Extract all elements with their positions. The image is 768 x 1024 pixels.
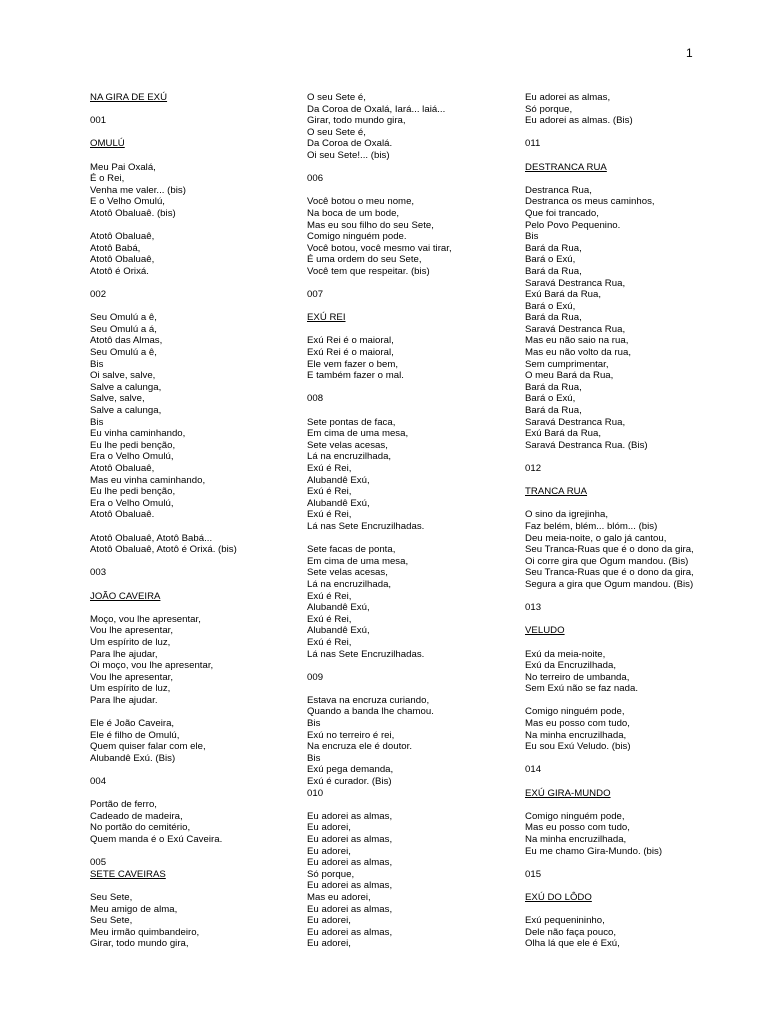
lyric-line: Mas eu posso com tudo, <box>525 822 630 834</box>
song-number <box>525 463 755 475</box>
lyric-line: Eu adorei as almas, <box>307 903 393 915</box>
lyrics-verse <box>525 92 755 127</box>
song-number-text: 008 <box>307 393 324 405</box>
song-number-text: 003 <box>90 567 107 579</box>
song-number-text: 006 <box>307 173 324 185</box>
lyric-line: Que foi trancado, <box>525 207 599 219</box>
lyric-line: Mas eu não saio na rua, <box>525 335 629 347</box>
lyric-line: O seu Sete é, <box>307 126 366 138</box>
lyric-line: Comigo ninguém pode, <box>525 810 625 822</box>
lyric-line: Exú é Rei, <box>307 636 352 648</box>
lyrics-verse <box>525 915 755 950</box>
lyric-line: Oi corre gira que Ogum mandou. (Bis) <box>525 555 689 567</box>
song-title-text: JOÃO CAVEIRA <box>90 590 161 602</box>
lyric-line: Exú da meia-noite, <box>525 648 606 660</box>
lyric-line: Eu adorei as almas, <box>307 857 393 869</box>
lyric-line: Um espírito de luz, <box>90 683 171 695</box>
lyric-line: Vou lhe apresentar, <box>90 625 174 637</box>
lyric-line: É uma ordem do seu Sete, <box>307 254 422 266</box>
lyric-line: Moço, vou lhe apresentar, <box>90 613 201 625</box>
lyric-line: No portão do cemitério, <box>90 822 191 834</box>
lyric-line: Atotô é Orixá. <box>90 265 149 277</box>
lyric-line: Da Coroa de Oxalá. <box>307 138 393 150</box>
lyric-line: Deu meia-noite, o galo já cantou, <box>525 532 667 544</box>
lyric-line: Para lhe ajudar, <box>90 648 158 660</box>
lyrics-verse <box>525 811 755 857</box>
lyric-line: Exú é curador. (Bis) <box>307 776 392 788</box>
song-number <box>90 115 320 127</box>
lyric-line: Você tem que respeitar. (bis) <box>307 265 430 277</box>
lyric-line: Saravá Destranca Rua, <box>525 277 626 289</box>
song-title-text: VELUDO <box>525 625 565 637</box>
song-title-text: EXÚ DO LÔDO <box>525 891 592 903</box>
lyric-line: Sete facas de ponta, <box>307 544 396 556</box>
song-title <box>525 892 755 904</box>
song-title <box>525 788 755 800</box>
lyric-line: Bará da Rua, <box>525 312 582 324</box>
text-column-2 <box>307 92 537 950</box>
lyric-line: Na minha encruzilhada, <box>525 834 627 845</box>
lyric-line: Mas eu vinha caminhando, <box>90 474 206 486</box>
lyric-line: Bis <box>525 231 539 243</box>
lyric-line: Exú é Rei, <box>307 613 352 625</box>
song-number-text: 014 <box>525 764 542 776</box>
lyric-line: Saravá Destranca Rua, <box>525 323 626 335</box>
song-title <box>525 625 755 637</box>
song-title <box>307 312 537 324</box>
lyric-line: Meu amigo de alma, <box>90 903 178 915</box>
lyric-line: Seu Tranca-Ruas que é o dono da gira, <box>525 567 694 579</box>
lyric-line: Eu adorei as almas, <box>307 834 393 845</box>
song-title-text: EXÚ REI <box>307 312 346 324</box>
lyrics-verse <box>90 892 320 950</box>
lyric-line: Eu adorei, <box>307 822 351 834</box>
lyric-line: Girar, todo mundo gira, <box>90 938 189 950</box>
lyrics-verse <box>90 614 320 707</box>
lyric-line: Bará o Exú, <box>525 393 576 405</box>
song-number-text: 009 <box>307 671 324 683</box>
song-title <box>90 138 320 150</box>
lyric-line: Bará da Rua, <box>525 242 582 254</box>
lyric-line: No terreiro de umbanda, <box>525 671 630 683</box>
lyric-line: Bará da Rua, <box>525 405 582 417</box>
lyric-line: Eu me chamo Gira-Mundo. (bis) <box>525 845 663 857</box>
lyric-line: Atotô Obaluaê. <box>90 509 155 521</box>
lyric-line: Destranca os meus caminhos, <box>525 196 655 208</box>
lyrics-verse <box>307 695 537 799</box>
lyric-line: Salve a calunga, <box>90 381 162 393</box>
lyric-line: Faz belém, blém... blóm... (bis) <box>525 520 658 532</box>
lyric-line: Ele vem fazer o bem, <box>307 358 399 370</box>
lyric-line: Eu adorei, <box>307 845 351 857</box>
lyrics-verse <box>307 544 537 660</box>
song-title <box>525 162 755 174</box>
lyric-line: Oi seu Sete!... (bis) <box>307 149 390 161</box>
lyric-line: Vou lhe apresentar, <box>90 671 174 683</box>
lyric-line: Só porque, <box>525 103 573 115</box>
song-number <box>307 672 537 684</box>
lyric-line: Exú é Rei, <box>307 486 352 498</box>
lyric-line: Olha lá que ele é Exú, <box>525 938 620 950</box>
lyric-line: Eu adorei, <box>307 938 351 950</box>
lyric-line: Ele é filho de Omulú, <box>90 729 180 741</box>
lyric-line: Bis <box>90 416 104 428</box>
lyric-line: Seu Omulú a ê, <box>90 347 157 359</box>
lyric-line: Alubandê Exú, <box>307 625 370 637</box>
lyrics-verse <box>307 335 537 381</box>
lyric-line: Você botou, você mesmo vai tirar, <box>307 242 452 254</box>
lyric-line: Lá na encruzilhada, <box>307 578 392 590</box>
song-number-text: 012 <box>525 463 542 474</box>
lyric-line: O meu Bará da Rua, <box>525 370 614 382</box>
lyric-line: Exú é Rei, <box>307 463 352 474</box>
lyric-line: Eu vinha caminhando, <box>90 428 186 440</box>
lyric-line: E o Velho Omulú, <box>90 196 165 208</box>
lyric-line: Salve, salve, <box>90 393 145 405</box>
lyric-line: Eu adorei as almas, <box>307 880 393 892</box>
song-number <box>525 138 755 150</box>
lyric-line: O sino da igrejinha, <box>525 509 609 521</box>
song-number-text: 007 <box>307 289 324 301</box>
lyric-line: Exú pega demanda, <box>307 764 394 776</box>
lyric-line: Para lhe ajudar. <box>90 694 158 706</box>
lyric-line: Quem quiser falar com ele, <box>90 741 206 753</box>
song-number <box>90 567 320 579</box>
lyric-line: Bis <box>90 358 104 370</box>
lyric-line: Você botou o meu nome, <box>307 196 415 208</box>
lyric-line: Eu sou Exú Veludo. (bis) <box>525 741 631 753</box>
text-column-1 <box>90 92 320 950</box>
song-title-text: EXÚ GIRA-MUNDO <box>525 787 611 799</box>
lyric-line: Alubandê Exú, <box>307 474 370 486</box>
lyric-line: Na encruza ele é doutor. <box>307 741 413 753</box>
lyric-line: Exú Rei é o maioral, <box>307 347 394 359</box>
lyric-line: Ele é João Caveira, <box>90 718 175 730</box>
lyric-line: Mas eu posso com tudo, <box>525 718 630 730</box>
lyric-line: Em cima de uma mesa, <box>307 555 409 567</box>
lyric-line: Sete velas acesas, <box>307 439 388 451</box>
lyric-line: Lá na encruzilhada, <box>307 451 392 463</box>
lyric-line: Um espírito de luz, <box>90 636 171 648</box>
lyric-line: Venha me valer... (bis) <box>90 184 186 196</box>
lyrics-verse <box>525 185 755 452</box>
lyric-line: Sete pontas de faca, <box>307 416 396 428</box>
lyric-line: Seu Sete, <box>90 891 133 903</box>
lyric-line: Bará o Exú, <box>525 300 576 312</box>
lyric-line: Na boca de um bode, <box>307 207 400 219</box>
lyric-line: Estava na encruza curiando, <box>307 694 430 706</box>
lyric-line: Salve a calunga, <box>90 405 162 417</box>
song-number-text: 015 <box>525 868 542 880</box>
lyric-line: Bará o Exú, <box>525 254 576 266</box>
lyric-line: Alubandê Exú, <box>307 602 370 614</box>
lyric-line: Eu lhe pedi benção, <box>90 439 176 451</box>
lyric-line: Bis <box>307 718 321 730</box>
lyric-line: Alubandê Exú. (Bis) <box>90 752 176 764</box>
lyric-line: Comigo ninguém pode. <box>307 231 407 243</box>
lyric-line: Dele não faça pouco, <box>525 926 617 938</box>
song-title <box>525 486 755 498</box>
lyric-line: Oi salve, salve, <box>90 370 156 382</box>
lyric-line: Da Coroa de Oxalá, Iará... laiá... <box>307 103 446 115</box>
lyric-line: Mas eu não volto da rua, <box>525 347 632 359</box>
song-number <box>525 764 755 776</box>
lyric-line: Era o Velho Omulú, <box>90 497 174 509</box>
lyric-line: Exú Bará da Rua, <box>525 289 602 301</box>
lyric-line: 010 <box>307 787 324 799</box>
lyric-line: Atotô Obaluaê, Atotô é Orixá. (bis) <box>90 544 237 556</box>
lyric-line: Exú Rei é o maioral, <box>307 335 394 347</box>
lyric-line: Exú no terreiro é rei, <box>307 729 395 741</box>
lyric-line: Comigo ninguém pode, <box>525 706 625 718</box>
lyric-line: Lá nas Sete Encruzilhadas. <box>307 520 425 532</box>
song-number <box>90 289 320 301</box>
lyrics-verse <box>307 417 537 533</box>
lyric-line: É o Rei, <box>90 173 125 185</box>
lyric-line: Meu irmão quimbandeiro, <box>90 926 200 938</box>
lyric-line: Girar, todo mundo gira, <box>307 115 406 127</box>
song-title-text: NA GIRA DE EXÚ <box>90 92 168 103</box>
song-number-text: 001 <box>90 115 107 127</box>
song-number-text: 011 <box>525 138 541 150</box>
lyric-line: Atotô das Almas, <box>90 335 163 347</box>
lyric-line: Exú pequenininho, <box>525 915 605 927</box>
lyric-line: Quem manda é o Exú Caveira. <box>90 834 223 845</box>
lyric-line: Exú Bará da Rua, <box>525 428 602 440</box>
lyric-line: Em cima de uma mesa, <box>307 428 409 440</box>
lyric-line: Exú é Rei, <box>307 590 352 602</box>
lyric-line: Meu Pai Oxalá, <box>90 161 156 173</box>
song-number <box>90 857 320 869</box>
lyric-line: Eu adorei as almas, <box>525 92 611 103</box>
lyric-line: O seu Sete é, <box>307 92 366 103</box>
lyrics-verse <box>90 162 320 220</box>
song-number <box>307 289 537 301</box>
lyrics-verse <box>90 231 320 277</box>
lyric-line: Eu adorei as almas, <box>307 926 393 938</box>
lyrics-verse <box>307 811 537 950</box>
lyrics-verse <box>90 718 320 764</box>
lyric-line: Pelo Povo Pequenino. <box>525 219 621 231</box>
lyrics-verse <box>525 706 755 752</box>
page-number: 1 <box>686 46 693 60</box>
song-title-text: OMULÚ <box>90 138 125 150</box>
song-number-text: 013 <box>525 602 542 614</box>
lyric-line: Seu Omulú a ê, <box>90 312 157 324</box>
lyric-line: Cadeado de madeira, <box>90 810 183 822</box>
lyric-line: Atotô Obaluaê, <box>90 231 155 243</box>
lyric-line: Atotô Obaluaê. (bis) <box>90 207 176 219</box>
text-column-3 <box>525 92 755 950</box>
song-title-text: TRANCA RUA <box>525 486 588 498</box>
song-title <box>90 869 320 881</box>
lyric-line: Oi moço, vou lhe apresentar, <box>90 660 214 672</box>
lyric-line: Só porque, <box>307 868 355 880</box>
lyrics-verse <box>307 196 537 277</box>
lyric-line: Saravá Destranca Rua. (Bis) <box>525 439 648 451</box>
lyric-line: Atotô Obaluaê, Atotô Babá... <box>90 532 213 544</box>
lyric-line: Seu Tranca-Ruas que é o dono da gira, <box>525 544 694 556</box>
lyric-line: Portão de ferro, <box>90 799 157 811</box>
lyric-line: Exú é Rei, <box>307 509 352 521</box>
lyrics-verse <box>90 312 320 521</box>
song-title-text: DESTRANCA RUA <box>525 161 607 173</box>
lyric-line: Sete velas acesas, <box>307 567 388 579</box>
lyric-line: Eu adorei as almas. (Bis) <box>525 115 633 127</box>
lyric-line: Na minha encruzilhada, <box>525 729 627 741</box>
lyric-line: Atotô Babá, <box>90 242 141 254</box>
lyric-line: Alubandê Exú, <box>307 497 370 509</box>
lyric-line: Eu adorei as almas, <box>307 810 393 822</box>
lyric-line: Sem Exú não se faz nada. <box>525 683 639 695</box>
song-number-text: 002 <box>90 289 107 301</box>
song-number-text: 005 <box>90 857 107 869</box>
lyric-line: Exú da Encruzilhada, <box>525 660 617 672</box>
song-title-text: SETE CAVEIRAS <box>90 868 166 880</box>
lyric-line: Destranca Rua, <box>525 184 592 196</box>
lyrics-verse <box>90 799 320 845</box>
song-number <box>525 602 755 614</box>
lyric-line: Segura a gira que Ogum mandou. (Bis) <box>525 578 694 590</box>
lyric-line: Seu Sete, <box>90 915 133 927</box>
lyrics-verse <box>525 649 755 695</box>
song-number <box>307 173 537 185</box>
lyric-line: Bis <box>307 752 321 764</box>
lyric-line: Mas eu sou filho do seu Sete, <box>307 219 434 231</box>
lyrics-verse <box>90 533 320 556</box>
song-number <box>525 869 755 881</box>
lyric-line: Bará da Rua, <box>525 381 582 393</box>
song-title <box>90 591 320 603</box>
lyric-line: Eu adorei, <box>307 915 351 927</box>
lyric-line: Quando a banda lhe chamou. <box>307 706 434 718</box>
lyric-line: Eu lhe pedi benção, <box>90 486 176 498</box>
lyric-line: Lá nas Sete Encruzilhadas. <box>307 648 425 660</box>
lyric-line: Sem cumprimentar, <box>525 358 609 370</box>
lyric-line: Atotô Obaluaê, <box>90 254 155 266</box>
song-number <box>90 776 320 788</box>
lyric-line: E também fazer o mal. <box>307 370 404 382</box>
lyric-line: Bará da Rua, <box>525 265 582 277</box>
lyric-line: Seu Omulú a á, <box>90 323 157 335</box>
song-number-text: 004 <box>90 776 107 788</box>
lyrics-verse <box>525 509 755 590</box>
lyric-line: Atotô Obaluaê, <box>90 463 155 474</box>
song-title <box>90 92 320 104</box>
song-number <box>307 393 537 405</box>
lyric-line: Saravá Destranca Rua, <box>525 416 626 428</box>
lyrics-verse <box>307 92 537 162</box>
lyric-line: Mas eu adorei, <box>307 891 371 903</box>
lyric-line: Era o Velho Omulú, <box>90 451 174 463</box>
